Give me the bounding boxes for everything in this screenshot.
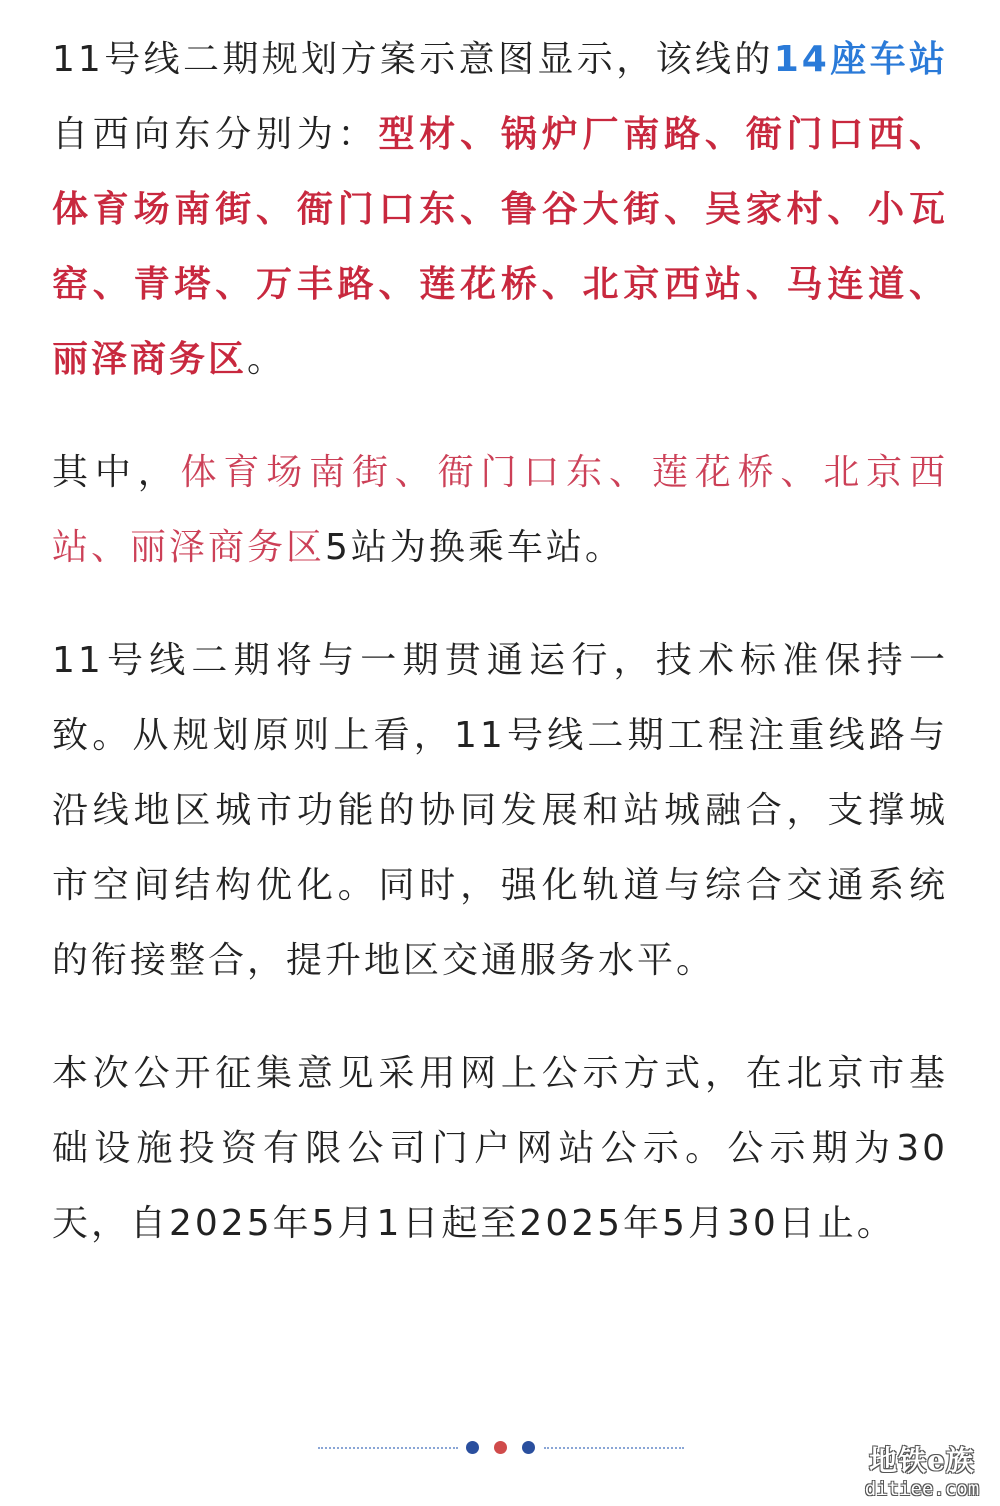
watermark-url: ditiee.com — [864, 1478, 980, 1500]
stations-end-punct: 。 — [247, 339, 287, 380]
station-list-highlight: 型材、锅炉厂南路、衙门口西、体育场南街、衙门口东、鲁谷大街、吴家村、小瓦窑、青塔、万丰路、莲花桥、北京西站、马连道、丽泽商务区 — [52, 114, 948, 380]
article-body — [52, 22, 948, 1299]
paragraph-transfer — [52, 435, 948, 585]
transfer-station-list: 体育场南街、衙门口东、莲花桥、北京西站、丽泽商务区 — [52, 452, 948, 568]
divider-dot-middle — [494, 1441, 507, 1454]
paragraph-stations — [52, 22, 948, 397]
stations-intro-text: 11号线二期规划方案示意图显示，该线的 — [52, 39, 774, 80]
paragraph-principles: 11号线二期将与一期贯通运行，技术标准保持一致。从规划原则上看，11号线二期工程注重线路与沿线地区城市功能的协同发展和站城融合，支撑城市空间结构优化。同时，强化轨道与综合交通系统的衔接整合，提升地区交通服务水平。 — [52, 640, 948, 981]
divider-line-left — [318, 1447, 458, 1449]
station-count-highlight: 14座车站 — [773, 39, 948, 80]
section-divider — [318, 1436, 684, 1460]
divider-line-right — [544, 1447, 684, 1449]
paragraph-consultation: 本次公开征集意见采用网上公示方式，在北京市基础设施投资有限公司门户网站公示。公示期为30天，自2025年5月1日起至2025年5月30日止。 — [52, 1053, 948, 1244]
stations-direction-text: 自西向东分别为： — [52, 114, 379, 155]
transfer-intro-text: 其中， — [52, 452, 181, 493]
site-watermark — [852, 1444, 992, 1500]
watermark-brand: 地铁e族 — [869, 1444, 975, 1477]
transfer-summary-text: 5站为换乘车站。 — [325, 527, 624, 568]
divider-dot-right — [522, 1441, 535, 1454]
divider-dot-left — [466, 1441, 479, 1454]
